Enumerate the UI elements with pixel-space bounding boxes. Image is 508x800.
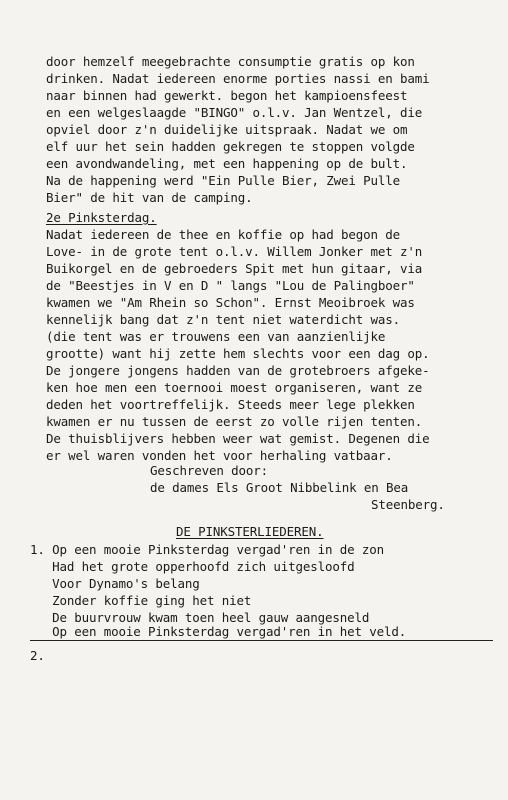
paragraph2-line: de "Beestjes in V en D " langs "Lou de Palingboer" (46, 278, 415, 293)
paragraph1-line: een avondwandeling, met een happening op de bult. (46, 156, 408, 171)
paragraph2-line: kwamen we "Am Rhein so Schon". Ernst Meoibroek was (46, 295, 415, 310)
song-line: Voor Dynamo's belang (30, 576, 200, 591)
songs-title: DE PINKSTERLIEDEREN. (176, 524, 324, 539)
page-number: 2. (30, 648, 45, 663)
paragraph2-line: De jongere jongens hadden van de grotebroers afgeke- (46, 363, 430, 378)
song-line: Op een mooie Pinksterdag vergad'ren in het veld. (30, 624, 407, 639)
paragraph1-line: Na de happening werd "Ein Pulle Bier, Zwei Pulle (46, 173, 401, 188)
song-line: 1. Op een mooie Pinksterdag vergad'ren in de zon (30, 542, 385, 557)
horizontal-rule (30, 640, 493, 641)
paragraph1-line: opviel door z'n duidelijke uitspraak. Nadat we om (46, 122, 408, 137)
paragraph2-line: De thuisblijvers hebben weer wat gemist. Degenen die (46, 431, 430, 446)
paragraph1-line: naar binnen had gewerkt. begon het kampioensfeest (46, 88, 408, 103)
signature-surname: Steenberg. (371, 497, 445, 512)
paragraph2-line: Buikorgel en de gebroeders Spit met hun gitaar, via (46, 261, 423, 276)
section-heading: 2e Pinksterdag. (46, 210, 157, 225)
song-line: Had het grote opperhoofd zich uitgesloofd (30, 559, 355, 574)
paragraph2-line: kennelijk bang dat z'n tent niet waterdicht was. (46, 312, 401, 327)
song-line: Zonder koffie ging het niet (30, 593, 252, 608)
paragraph2-line: kwamen er nu tussen de eerst zo volle rijen tenten. (46, 414, 423, 429)
paragraph1-line: elf uur het sein hadden gekregen te stoppen volgde (46, 139, 415, 154)
signature-label: Geschreven door: (150, 463, 269, 478)
paragraph2-line: deden het voortreffelijk. Steeds meer lege plekken (46, 397, 415, 412)
paragraph2-line: grootte) want hij zette hem slechts voor een dag op. (46, 346, 430, 361)
paragraph1-line: drinken. Nadat iedereen enorme porties nassi en bami (46, 71, 430, 86)
paragraph2-line: ken hoe men een toernooi moest organiseren, want ze (46, 380, 423, 395)
paragraph2-line: (die tent was er trouwens een van aanzienlijke (46, 329, 386, 344)
paragraph1-line: en een welgeslaagde "BINGO" o.l.v. Jan Wentzel, die (46, 105, 423, 120)
paragraph1-line: Bier" de hit van de camping. (46, 190, 253, 205)
song-line: De buurvrouw kwam toen heel gauw aangesneld (30, 610, 370, 625)
paragraph2-line: Love- in de grote tent o.l.v. Willem Jonker met z'n (46, 244, 423, 259)
paragraph1-line: door hemzelf meegebrachte consumptie gratis op kon (46, 54, 415, 69)
paragraph2-line: er wel waren vonden het voor herhaling vatbaar. (46, 448, 393, 463)
signature-names: de dames Els Groot Nibbelink en Bea (150, 480, 409, 495)
paragraph2-line: Nadat iedereen de thee en koffie op had begon de (46, 227, 401, 242)
